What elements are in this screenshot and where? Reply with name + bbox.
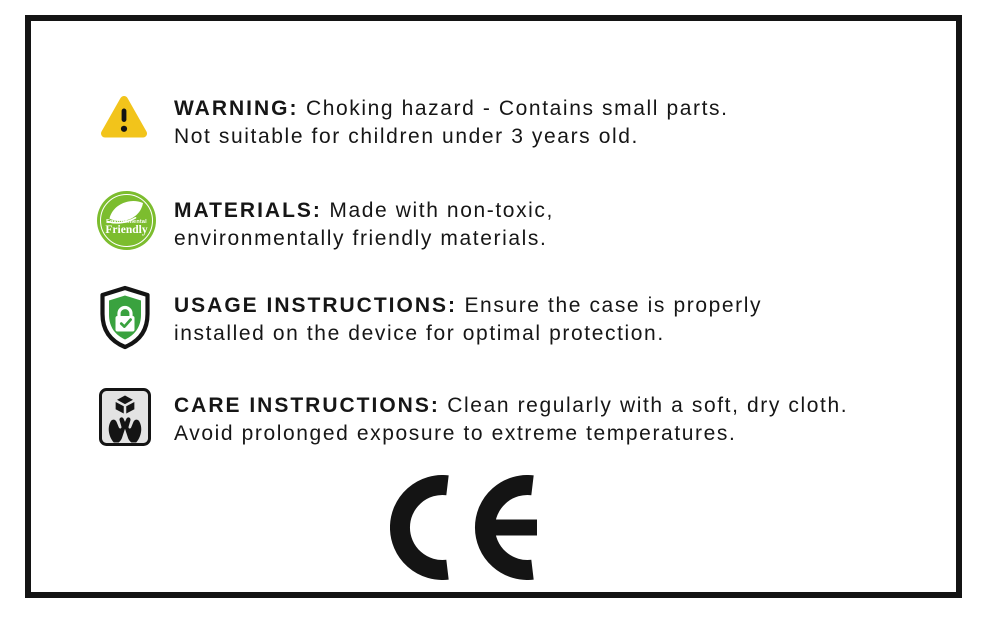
- warning-line1-text: Choking hazard - Contains small parts.: [305, 97, 729, 120]
- handle-with-care-icon: [99, 388, 151, 446]
- warning-text: [174, 95, 729, 151]
- materials-text: [174, 197, 554, 253]
- ce-mark: [390, 475, 540, 580]
- eco-badge-text-small: Environmental: [106, 219, 147, 225]
- warning-label: WARNING:: [174, 97, 299, 120]
- usage-line1: [174, 292, 762, 320]
- warning-line2: Not suitable for children under 3 years old.: [174, 125, 639, 148]
- usage-label: USAGE INSTRUCTIONS:: [174, 294, 458, 317]
- care-text: [174, 392, 848, 448]
- eco-badge-text-large: Friendly: [105, 224, 148, 236]
- usage-line2: installed on the device for optimal protection.: [174, 322, 665, 345]
- label-frame: [25, 15, 962, 598]
- care-label: CARE INSTRUCTIONS:: [174, 394, 440, 417]
- usage-text: [174, 292, 762, 348]
- usage-line1-text: Ensure the case is properly: [464, 294, 763, 317]
- care-line2: Avoid prolonged exposure to extreme temperatures.: [174, 422, 737, 445]
- shield-lock-icon: [98, 285, 152, 350]
- care-line1-text: Clean regularly with a soft, dry cloth.: [447, 394, 849, 417]
- materials-line1-text: Made with non-toxic,: [329, 199, 554, 222]
- care-line1: [174, 392, 848, 420]
- materials-line2: environmentally friendly materials.: [174, 227, 548, 250]
- eco-friendly-badge-icon: [97, 191, 156, 250]
- materials-line1: [174, 197, 554, 225]
- warning-triangle-icon: [100, 94, 148, 140]
- materials-label: MATERIALS:: [174, 199, 322, 222]
- warning-line1: [174, 95, 729, 123]
